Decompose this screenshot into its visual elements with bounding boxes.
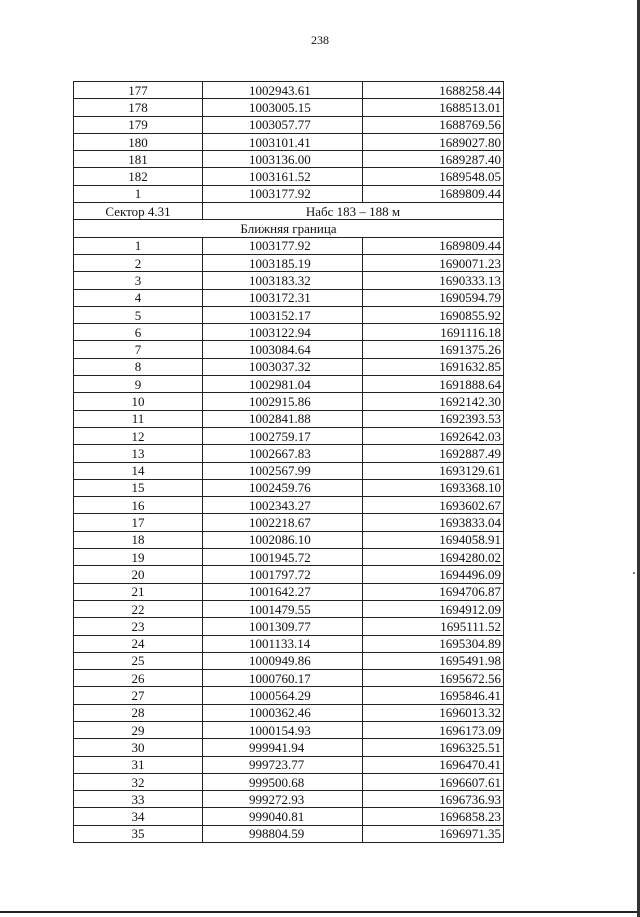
x-coordinate: 1000760.17 <box>203 670 363 687</box>
y-coordinate: 1693602.67 <box>363 497 504 514</box>
point-number: 31 <box>74 756 203 773</box>
y-coordinate: 1695304.89 <box>363 635 504 652</box>
point-number: 34 <box>74 808 203 825</box>
y-coordinate: 1690594.79 <box>363 289 504 306</box>
point-number: 181 <box>74 151 203 168</box>
x-coordinate: 1001133.14 <box>203 635 363 652</box>
y-coordinate: 1693129.61 <box>363 462 504 479</box>
y-coordinate: 1691632.85 <box>363 358 504 375</box>
y-coordinate: 1688769.56 <box>363 116 504 133</box>
table-row <box>74 756 504 773</box>
point-number: 32 <box>74 773 203 790</box>
table-row <box>74 652 504 669</box>
sector-header <box>74 203 504 238</box>
x-coordinate: 999941.94 <box>203 739 363 756</box>
table-row <box>74 324 504 341</box>
x-coordinate: 999040.81 <box>203 808 363 825</box>
coordinates-table-container <box>73 81 503 843</box>
x-coordinate: 1001642.27 <box>203 583 363 600</box>
y-coordinate: 1696971.35 <box>363 825 504 842</box>
point-number: 177 <box>74 82 203 99</box>
y-coordinate: 1694496.09 <box>363 566 504 583</box>
x-coordinate: 1003185.19 <box>203 254 363 271</box>
section-label: Ближняя граница <box>74 220 504 237</box>
y-coordinate: 1693833.04 <box>363 514 504 531</box>
x-coordinate: 1001945.72 <box>203 549 363 566</box>
x-coordinate: 1003101.41 <box>203 133 363 150</box>
x-coordinate: 1002841.88 <box>203 410 363 427</box>
point-number: 19 <box>74 549 203 566</box>
table-row <box>74 583 504 600</box>
x-coordinate: 1002667.83 <box>203 445 363 462</box>
y-coordinate: 1696173.09 <box>363 721 504 738</box>
x-coordinate: 1002981.04 <box>203 376 363 393</box>
x-coordinate: 1002086.10 <box>203 531 363 548</box>
table-row <box>74 704 504 721</box>
table-row <box>74 151 504 168</box>
y-coordinate: 1696736.93 <box>363 791 504 808</box>
point-number: 26 <box>74 670 203 687</box>
x-coordinate: 1003172.31 <box>203 289 363 306</box>
point-number: 12 <box>74 427 203 444</box>
y-coordinate: 1688513.01 <box>363 99 504 116</box>
x-coordinate: 1000154.93 <box>203 721 363 738</box>
table-row <box>74 635 504 652</box>
x-coordinate: 998804.59 <box>203 825 363 842</box>
y-coordinate: 1693368.10 <box>363 479 504 496</box>
table-row <box>74 618 504 635</box>
x-coordinate: 1001309.77 <box>203 618 363 635</box>
x-coordinate: 1002459.76 <box>203 479 363 496</box>
page-number: 238 <box>311 33 329 47</box>
point-number: 3 <box>74 272 203 289</box>
y-coordinate: 1689548.05 <box>363 168 504 185</box>
y-coordinate: 1689287.40 <box>363 151 504 168</box>
point-number: 17 <box>74 514 203 531</box>
x-coordinate: 1002218.67 <box>203 514 363 531</box>
y-coordinate: 1696013.32 <box>363 704 504 721</box>
table-row <box>74 773 504 790</box>
table-row <box>74 133 504 150</box>
table-row <box>74 497 504 514</box>
x-coordinate: 999723.77 <box>203 756 363 773</box>
point-number: 178 <box>74 99 203 116</box>
scan-bottom-line <box>0 911 640 913</box>
table-row <box>74 306 504 323</box>
point-number: 5 <box>74 306 203 323</box>
table-row <box>74 82 504 99</box>
point-number: 16 <box>74 497 203 514</box>
x-coordinate: 1001797.72 <box>203 566 363 583</box>
rows-after-sector <box>74 237 504 842</box>
table-row <box>74 531 504 548</box>
table-row <box>74 739 504 756</box>
y-coordinate: 1694912.09 <box>363 600 504 617</box>
y-coordinate: 1690071.23 <box>363 254 504 271</box>
x-coordinate: 1003084.64 <box>203 341 363 358</box>
section-row <box>74 220 504 237</box>
table-row <box>74 358 504 375</box>
sector-depth: Набс 183 – 188 м <box>203 203 504 220</box>
point-number: 21 <box>74 583 203 600</box>
x-coordinate: 1003177.92 <box>203 185 363 202</box>
table-row <box>74 479 504 496</box>
x-coordinate: 1000949.86 <box>203 652 363 669</box>
point-number: 180 <box>74 133 203 150</box>
point-number: 18 <box>74 531 203 548</box>
point-number: 15 <box>74 479 203 496</box>
y-coordinate: 1692642.03 <box>363 427 504 444</box>
point-number: 24 <box>74 635 203 652</box>
point-number: 179 <box>74 116 203 133</box>
y-coordinate: 1691116.18 <box>363 324 504 341</box>
table-row <box>74 237 504 254</box>
y-coordinate: 1696858.23 <box>363 808 504 825</box>
x-coordinate: 1002943.61 <box>203 82 363 99</box>
table-row <box>74 341 504 358</box>
y-coordinate: 1689027.80 <box>363 133 504 150</box>
table-row <box>74 116 504 133</box>
sector-row <box>74 203 504 220</box>
y-coordinate: 1691375.26 <box>363 341 504 358</box>
y-coordinate: 1689809.44 <box>363 237 504 254</box>
y-coordinate: 1692887.49 <box>363 445 504 462</box>
x-coordinate: 1003057.77 <box>203 116 363 133</box>
y-coordinate: 1695111.52 <box>363 618 504 635</box>
y-coordinate: 1694058.91 <box>363 531 504 548</box>
x-coordinate: 1003177.92 <box>203 237 363 254</box>
table-row <box>74 808 504 825</box>
point-number: 182 <box>74 168 203 185</box>
table-row <box>74 427 504 444</box>
point-number: 1 <box>74 237 203 254</box>
x-coordinate: 1002343.27 <box>203 497 363 514</box>
point-number: 1 <box>74 185 203 202</box>
table-row <box>74 566 504 583</box>
table-row <box>74 549 504 566</box>
point-number: 33 <box>74 791 203 808</box>
table-row <box>74 600 504 617</box>
y-coordinate: 1690855.92 <box>363 306 504 323</box>
y-coordinate: 1695672.56 <box>363 670 504 687</box>
x-coordinate: 999272.93 <box>203 791 363 808</box>
y-coordinate: 1696325.51 <box>363 739 504 756</box>
scan-speck <box>633 572 635 574</box>
table-row <box>74 185 504 202</box>
point-number: 35 <box>74 825 203 842</box>
table-row <box>74 393 504 410</box>
table-row <box>74 410 504 427</box>
point-number: 29 <box>74 721 203 738</box>
x-coordinate: 1001479.55 <box>203 600 363 617</box>
point-number: 14 <box>74 462 203 479</box>
y-coordinate: 1692142.30 <box>363 393 504 410</box>
table-row <box>74 99 504 116</box>
table-row <box>74 687 504 704</box>
coordinates-table <box>73 81 504 843</box>
y-coordinate: 1696607.61 <box>363 773 504 790</box>
table-row <box>74 791 504 808</box>
y-coordinate: 1691888.64 <box>363 376 504 393</box>
table-row <box>74 721 504 738</box>
rows-before-sector <box>74 82 504 203</box>
point-number: 22 <box>74 600 203 617</box>
point-number: 10 <box>74 393 203 410</box>
point-number: 13 <box>74 445 203 462</box>
point-number: 11 <box>74 410 203 427</box>
point-number: 25 <box>74 652 203 669</box>
point-number: 23 <box>74 618 203 635</box>
y-coordinate: 1690333.13 <box>363 272 504 289</box>
y-coordinate: 1696470.41 <box>363 756 504 773</box>
x-coordinate: 1003152.17 <box>203 306 363 323</box>
x-coordinate: 1003161.52 <box>203 168 363 185</box>
point-number: 2 <box>74 254 203 271</box>
x-coordinate: 1002915.86 <box>203 393 363 410</box>
point-number: 8 <box>74 358 203 375</box>
table-row <box>74 289 504 306</box>
table-row <box>74 445 504 462</box>
table-row <box>74 376 504 393</box>
sector-title: Сектор 4.31 <box>74 203 203 220</box>
x-coordinate: 1003136.00 <box>203 151 363 168</box>
table-row <box>74 514 504 531</box>
x-coordinate: 1003005.15 <box>203 99 363 116</box>
point-number: 6 <box>74 324 203 341</box>
y-coordinate: 1695846.41 <box>363 687 504 704</box>
x-coordinate: 1002759.17 <box>203 427 363 444</box>
x-coordinate: 1000362.46 <box>203 704 363 721</box>
x-coordinate: 1000564.29 <box>203 687 363 704</box>
point-number: 30 <box>74 739 203 756</box>
point-number: 27 <box>74 687 203 704</box>
point-number: 20 <box>74 566 203 583</box>
y-coordinate: 1688258.44 <box>363 82 504 99</box>
table-row <box>74 825 504 842</box>
x-coordinate: 999500.68 <box>203 773 363 790</box>
table-row <box>74 168 504 185</box>
y-coordinate: 1695491.98 <box>363 652 504 669</box>
table-row <box>74 254 504 271</box>
point-number: 28 <box>74 704 203 721</box>
point-number: 7 <box>74 341 203 358</box>
table-row <box>74 272 504 289</box>
y-coordinate: 1692393.53 <box>363 410 504 427</box>
x-coordinate: 1003183.32 <box>203 272 363 289</box>
table-row <box>74 670 504 687</box>
y-coordinate: 1694280.02 <box>363 549 504 566</box>
y-coordinate: 1689809.44 <box>363 185 504 202</box>
point-number: 4 <box>74 289 203 306</box>
x-coordinate: 1003037.32 <box>203 358 363 375</box>
y-coordinate: 1694706.87 <box>363 583 504 600</box>
table-row <box>74 462 504 479</box>
point-number: 9 <box>74 376 203 393</box>
x-coordinate: 1003122.94 <box>203 324 363 341</box>
x-coordinate: 1002567.99 <box>203 462 363 479</box>
